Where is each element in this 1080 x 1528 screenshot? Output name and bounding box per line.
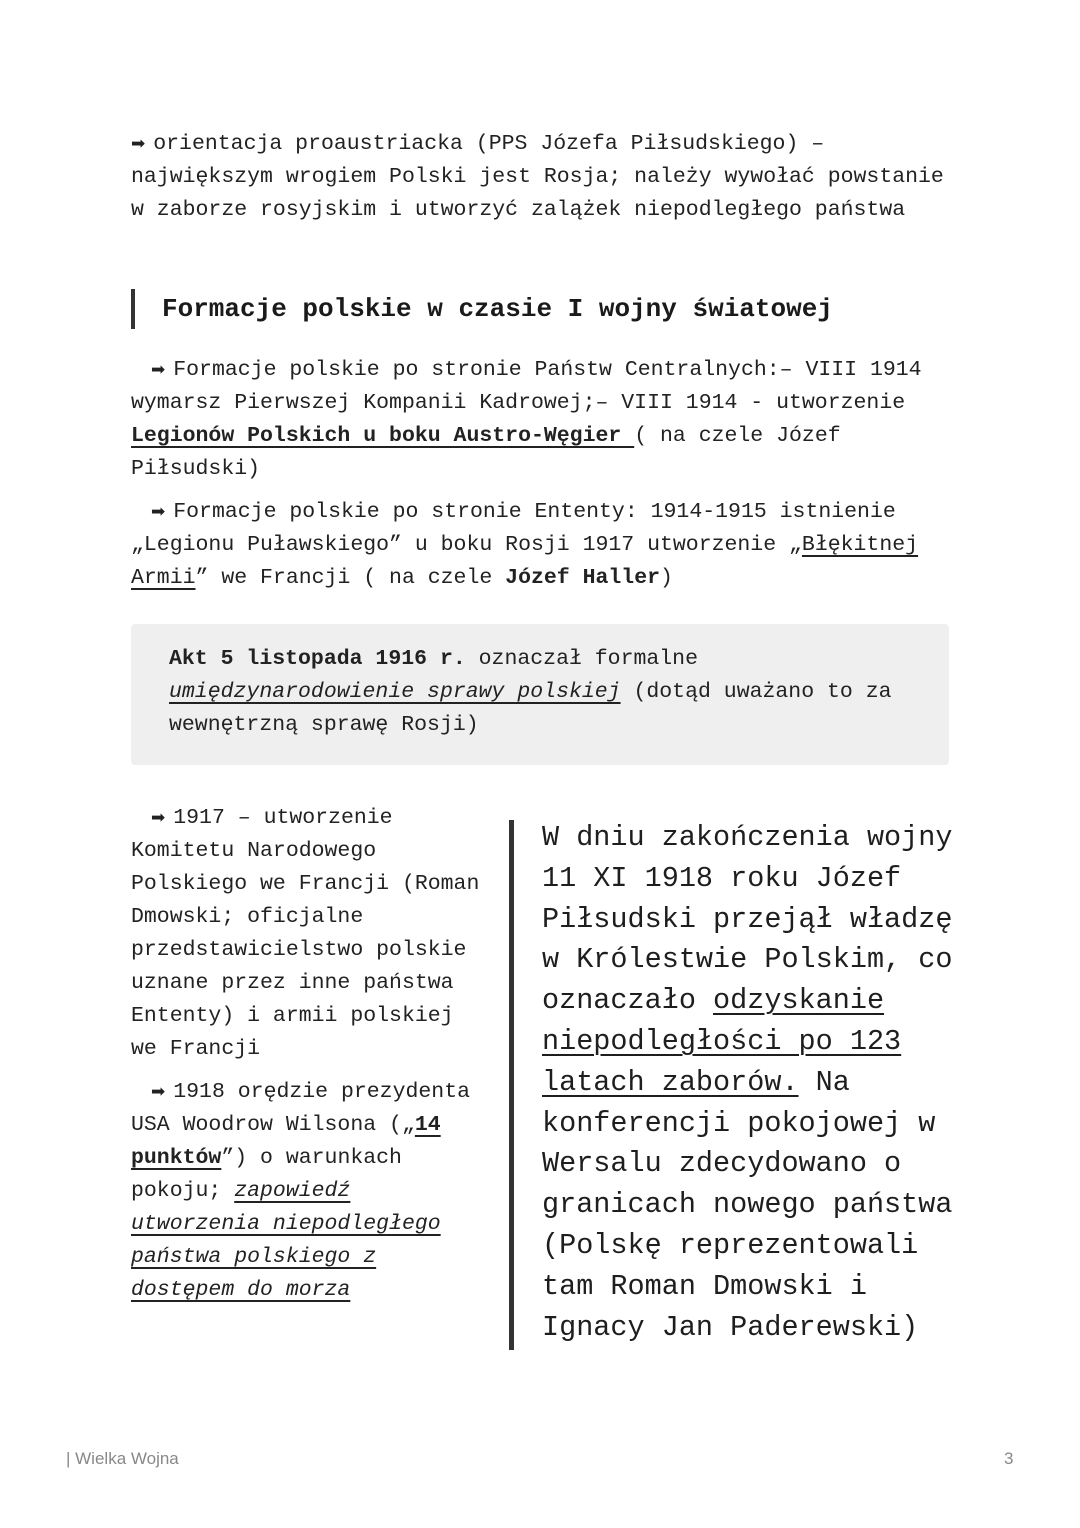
haller-name: Józef Haller [505, 566, 660, 590]
komitet-paragraph [131, 802, 481, 1066]
arrow-right-icon: ➡ [151, 808, 166, 828]
central-text-a: Formacje polskie po stronie Państw Centralnych:– VIII 1914 wymarsz Pierwszej Kompanii Kadrowej;– VIII 1914 - utworzenie [131, 358, 922, 415]
orientacja-paragraph [131, 128, 946, 227]
left-column [131, 802, 481, 1317]
entente-text-b: ” we Francji ( na czele [195, 566, 506, 590]
zapowiedz-highlight: zapowiedź utworzenia niepodległego państwa polskiego z dostępem do morza [131, 1179, 441, 1302]
central-text-b: ( na czele Józef Piłsudski) [131, 424, 841, 481]
legiony-highlight: Legionów Polskich u boku Austro-Węgier [131, 424, 635, 448]
central-powers-paragraph [131, 354, 946, 486]
right-column-quote [542, 818, 962, 1348]
entente-paragraph [131, 496, 946, 595]
entente-text-c: ) [660, 566, 673, 590]
niepodleglosc-highlight: odzyskanie niepodległości po 123 latach zaborów. [542, 984, 902, 1099]
entente-text-a: Formacje polskie po stronie Ententy: 1914-1915 istnienie „Legionu Puławskiego” u boku Rosji 1917 utworzenie „ [131, 500, 896, 557]
akt-text-b: (dotąd uważano to za wewnętrzną sprawę Rosji) [169, 680, 892, 737]
blekitna-armia-highlight: Błękitnej Armii [131, 533, 919, 590]
page-number: 3 [1004, 1449, 1014, 1468]
wilson-text-a: 1918 orędzie prezydenta USA Woodrow Wilsona („ [131, 1080, 470, 1137]
akt-callout [131, 624, 949, 765]
quote-bar [509, 820, 514, 1350]
footer-title: | Wielka Wojna [66, 1449, 179, 1468]
quote-text-a: W dniu zakończenia wojny 11 XI 1918 roku Józef Piłsudski przejął władzę w Królestwie Polskim, co oznaczało [542, 821, 953, 1018]
akt-paragraph [169, 643, 929, 742]
wilson-paragraph [131, 1076, 481, 1307]
arrow-right-icon: ➡ [131, 134, 146, 154]
akt-date: Akt 5 listopada 1916 r. [169, 647, 466, 671]
section-heading: Formacje polskie w czasie I wojny światowej [131, 289, 833, 329]
punkty-highlight: 14 punktów [131, 1113, 441, 1170]
quote-text-b: Na konferencji pokojowej w Wersalu zdecydowano o granicach nowego państwa (Polskę reprezentowali tam Roman Dmowski i Ignacy Jan Paderewski) [542, 1065, 953, 1344]
orientacja-text: orientacja proaustriacka (PPS Józefa Piłsudskiego) – największym wrogiem Polski jest Rosja; należy wywołać powstanie w zaborze rosyjskim i utworzyć zalążek niepodległego państwa [131, 132, 944, 222]
akt-highlight: umiędzynarodowienie sprawy polskiej [169, 680, 621, 704]
central-powers-block [131, 354, 946, 486]
arrow-right-icon: ➡ [151, 360, 166, 380]
akt-text-a: oznaczał formalne [465, 647, 698, 671]
komitet-text: 1917 – utworzenie Komitetu Narodowego Polskiego we Francji (Roman Dmowski; oficjalne przedstawicielstwo polskie uznane przez inne państwa Ententy) i armii polskiej we Francji [131, 806, 480, 1061]
wilson-text-b: ”) o warunkach pokoju; [131, 1146, 402, 1203]
entente-block [131, 496, 946, 595]
quote-paragraph [542, 818, 962, 1348]
arrow-right-icon: ➡ [151, 1082, 166, 1102]
section-orientacja [131, 128, 946, 227]
arrow-right-icon: ➡ [151, 502, 166, 522]
